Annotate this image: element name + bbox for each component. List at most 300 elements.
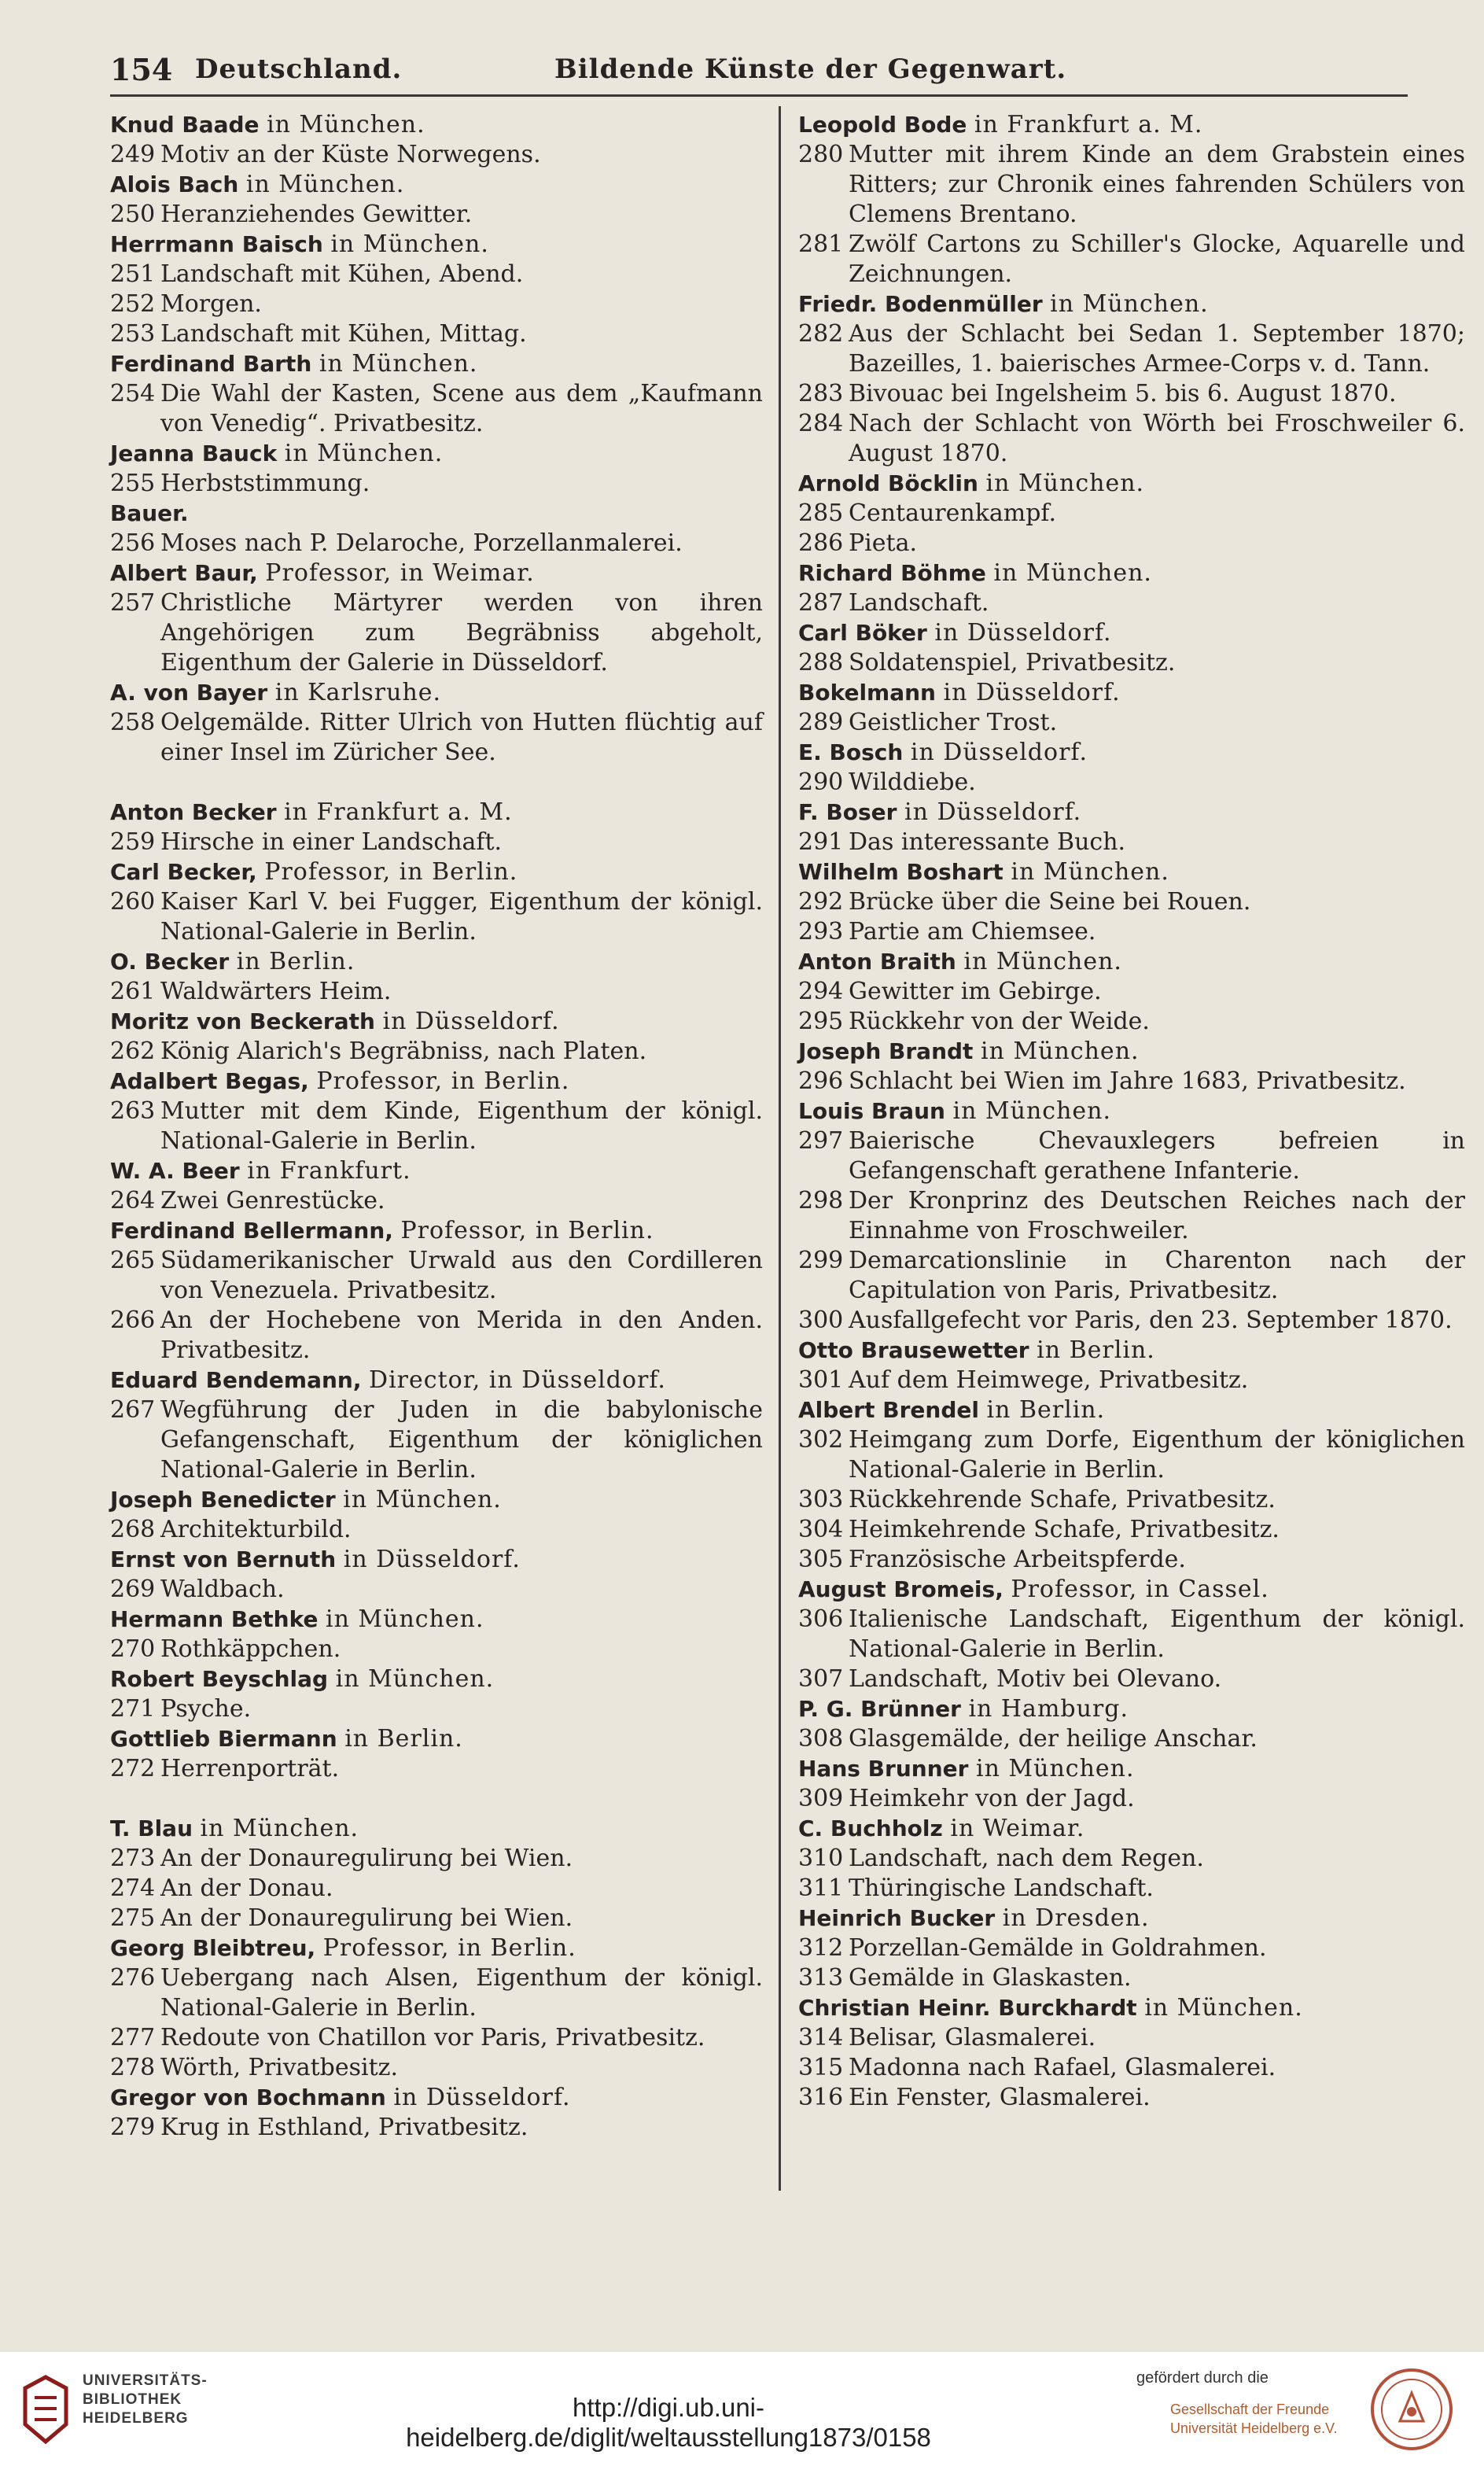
artwork-title: Christliche Märtyrer werden von ihren Angehörigen zum Begräbniss abgeholt, Eigenthum der Galerie in Düsseldorf. [160, 589, 763, 676]
artist-name: August Bromeis, [798, 1576, 1003, 1602]
artwork-title: Kaiser Karl V. bei Fugger, Eigenthum der königl. National-Galerie in Berlin. [160, 888, 763, 945]
artwork-title: Madonna nach Rafael, Glasmalerei. [849, 2054, 1276, 2081]
artist-entry [110, 499, 763, 558]
artwork-item [798, 1545, 1465, 1575]
artwork-number: 314 [798, 2024, 844, 2051]
artist-location: Professor, in Cassel. [1011, 1576, 1269, 1603]
artwork-item [798, 917, 1465, 947]
artist-location: in München. [267, 111, 425, 138]
library-logo-icon [14, 2369, 77, 2448]
artwork-number: 263 [110, 1097, 156, 1125]
artist-line [798, 618, 1465, 648]
artwork-item [798, 1515, 1465, 1545]
artist-line [110, 1007, 763, 1037]
library-name-line-2: BIBLIOTHEK [83, 2391, 182, 2408]
artwork-title: Gewitter im Gebirge. [849, 978, 1102, 1005]
artist-name: Carl Becker, [110, 859, 257, 885]
artist-location: in Frankfurt. [247, 1157, 411, 1185]
artwork-title: Die Wahl der Kasten, Scene aus dem „Kaufmann von Venedig“. Privatbesitz. [160, 380, 763, 437]
artwork-number: 296 [798, 1067, 844, 1095]
artwork-title: Bivouac bei Ingelsheim 5. bis 6. August 1870. [849, 380, 1397, 407]
artwork-title: Architekturbild. [160, 1516, 352, 1543]
artwork-number: 270 [110, 1635, 156, 1663]
artist-line [110, 110, 763, 140]
artist-entry [110, 947, 763, 1007]
artist-entry [110, 230, 763, 349]
artist-line [798, 1336, 1465, 1366]
artwork-item [798, 1485, 1465, 1515]
artist-location: in München. [200, 1815, 359, 1842]
artist-line [110, 857, 763, 887]
artist-name: Hermann Bethke [110, 1606, 319, 1632]
artwork-item [798, 1306, 1465, 1336]
artwork-title: Uebergang nach Alsen, Eigenthum der königl. National-Galerie in Berlin. [160, 1964, 763, 2022]
artwork-title: Französische Arbeitspferde. [849, 1546, 1186, 1573]
artwork-title: Heimkehrende Schafe, Privatbesitz. [849, 1516, 1280, 1543]
artist-location: in Hamburg. [968, 1695, 1129, 1723]
artwork-number: 285 [798, 499, 844, 527]
artwork-number: 273 [110, 1845, 156, 1872]
support-caption: gefördert durch die [1136, 2369, 1269, 2387]
artist-line [110, 230, 763, 260]
artwork-item [798, 1246, 1465, 1306]
artist-line [798, 947, 1465, 977]
artist-location: in München. [335, 1665, 495, 1693]
artwork-title: Mutter mit ihrem Kinde an dem Grabstein eines Ritters; zur Chronik eines fahrenden Schülers von Clemens Brentano. [849, 141, 1465, 228]
artist-line [798, 798, 1465, 828]
artist-line [110, 1216, 763, 1246]
artist-location: in München. [993, 559, 1152, 587]
artist-entry [798, 1097, 1465, 1336]
artwork-number: 258 [110, 709, 156, 736]
artist-location: in München. [325, 1605, 484, 1633]
artist-name: Herrmann Baisch [110, 231, 323, 257]
artist-line [798, 289, 1465, 319]
artwork-number: 277 [110, 2024, 156, 2051]
artist-entry [110, 1485, 763, 1545]
artist-name: Knud Baade [110, 112, 260, 138]
artist-entry [798, 678, 1465, 738]
artwork-title: Südamerikanischer Urwald aus den Cordilleren von Venezuela. Privatbesitz. [160, 1247, 763, 1304]
artist-name: Christian Heinr. Burckhardt [798, 1995, 1137, 2021]
artist-entry [110, 1814, 763, 1933]
artist-entry [110, 1724, 763, 1784]
artwork-number: 264 [110, 1187, 156, 1215]
artist-location: Director, in Düsseldorf. [369, 1366, 666, 1394]
artist-entry [798, 798, 1465, 857]
artist-entry [798, 1814, 1465, 1904]
artwork-title: Herrenporträt. [160, 1755, 340, 1782]
page-header [110, 49, 1408, 97]
artwork-number: 313 [798, 1964, 844, 1992]
artist-name: Jeanna Bauck [110, 440, 278, 466]
artist-location: in München. [963, 948, 1122, 975]
artwork-number: 298 [798, 1187, 844, 1215]
artwork-item [110, 1694, 763, 1724]
artist-entry [110, 857, 763, 947]
university-seal-icon [1368, 2366, 1455, 2453]
artist-name: C. Buchholz [798, 1815, 943, 1841]
artwork-number: 305 [798, 1546, 844, 1573]
artwork-number: 303 [798, 1486, 844, 1513]
artist-location: in Düsseldorf. [934, 619, 1112, 647]
section-gap [110, 1784, 763, 1814]
artwork-item [798, 2083, 1465, 2113]
artist-name: Louis Braun [798, 1098, 945, 1124]
artwork-title: Oelgemälde. Ritter Ulrich von Hutten flüchtig auf einer Insel im Züricher See. [160, 709, 763, 766]
artwork-title: Wilddiebe. [849, 769, 976, 796]
artist-line [798, 1993, 1465, 2023]
artwork-title: Herbststimmung. [160, 470, 370, 497]
artist-line [798, 1694, 1465, 1724]
artwork-title: Centaurenkampf. [849, 499, 1056, 527]
artwork-title: Krug in Esthland, Privatbesitz. [160, 2114, 528, 2141]
artist-name: Joseph Brandt [798, 1038, 974, 1064]
artist-line [110, 1545, 763, 1575]
artist-location: in München. [245, 171, 405, 198]
artwork-item [798, 1366, 1465, 1395]
artwork-number: 278 [110, 2054, 156, 2081]
artist-name: Ferdinand Bellermann, [110, 1218, 393, 1244]
artist-name: Wilhelm Boshart [798, 859, 1003, 885]
artwork-title: Schlacht bei Wien im Jahre 1683, Privatbesitz. [849, 1067, 1406, 1095]
artist-line [798, 1754, 1465, 1784]
artwork-item [110, 1874, 763, 1904]
artwork-item [110, 588, 763, 678]
artwork-number: 262 [110, 1038, 156, 1065]
artist-location: Professor, in Berlin. [322, 1934, 576, 1962]
artwork-number: 251 [110, 260, 156, 288]
artist-line [110, 558, 763, 588]
artist-location: in Düsseldorf. [393, 2084, 571, 2111]
artist-location: in München. [975, 1755, 1135, 1782]
artist-line [798, 738, 1465, 768]
artwork-number: 286 [798, 529, 844, 557]
artist-entry [798, 1694, 1465, 1754]
artwork-item [110, 379, 763, 439]
artwork-item [110, 1306, 763, 1366]
artwork-title: Rothkäppchen. [160, 1635, 341, 1663]
artwork-number: 309 [798, 1785, 844, 1812]
artist-line [110, 170, 763, 200]
artwork-title: Heimkehr von der Jagd. [849, 1785, 1135, 1812]
artwork-title: Landschaft mit Kühen, Abend. [160, 260, 524, 288]
artist-line [110, 1664, 763, 1694]
artist-location: Professor, in Weimar. [265, 559, 535, 587]
artwork-item [798, 708, 1465, 738]
society-name-line-2: Universität Heidelberg e.V. [1170, 2420, 1338, 2436]
artwork-number: 292 [798, 888, 844, 916]
artist-name: Anton Becker [110, 799, 277, 825]
artist-line [798, 1037, 1465, 1067]
artwork-item [798, 1126, 1465, 1186]
artwork-number: 284 [798, 410, 844, 437]
artwork-number: 311 [798, 1874, 844, 1902]
artist-name: Hans Brunner [798, 1756, 969, 1782]
artist-entry [110, 1605, 763, 1664]
artwork-item [110, 1844, 763, 1874]
artist-entry [110, 2083, 763, 2143]
artist-entry [798, 1336, 1465, 1395]
artist-entry [110, 1664, 763, 1724]
artwork-title: Das interessante Buch. [849, 828, 1126, 856]
artist-location: in Dresden. [1002, 1904, 1150, 1932]
artist-entry [798, 289, 1465, 469]
artwork-title: Geistlicher Trost. [849, 709, 1058, 736]
artist-line [110, 1724, 763, 1754]
artist-entry [110, 1067, 763, 1156]
artwork-title: Nach der Schlacht von Wörth bei Froschweiler 6. August 1870. [849, 410, 1465, 467]
artist-line [110, 947, 763, 977]
artwork-number: 291 [798, 828, 844, 856]
artwork-number: 310 [798, 1845, 844, 1872]
artwork-title: Waldwärters Heim. [160, 978, 392, 1005]
artist-name: Joseph Benedicter [110, 1487, 336, 1513]
artist-name: O. Becker [110, 949, 230, 975]
column-divider [779, 106, 781, 2191]
artwork-title: Hirsche in einer Landschaft. [160, 828, 503, 856]
artist-name: Ferdinand Barth [110, 351, 312, 377]
artwork-item [110, 289, 763, 319]
artwork-item [110, 1575, 763, 1605]
artist-location: in München. [985, 470, 1145, 497]
artwork-item [110, 319, 763, 349]
artist-entry [798, 1754, 1465, 1814]
artwork-title: Wörth, Privatbesitz. [160, 2054, 399, 2081]
artwork-item [798, 1963, 1465, 1993]
artist-name: Ernst von Bernuth [110, 1546, 337, 1572]
artist-entry [110, 798, 763, 857]
artwork-item [798, 499, 1465, 529]
artist-location: in Berlin. [236, 948, 355, 975]
artwork-item [798, 409, 1465, 469]
artwork-item [110, 1037, 763, 1067]
artwork-title: Landschaft, Motiv bei Olevano. [849, 1665, 1222, 1693]
artist-name: Albert Brendel [798, 1397, 979, 1423]
artwork-number: 254 [110, 380, 156, 407]
artwork-item [110, 260, 763, 289]
artist-entry [798, 1575, 1465, 1694]
artwork-item [798, 230, 1465, 289]
artwork-item [798, 1425, 1465, 1485]
artist-entry [110, 558, 763, 678]
artwork-title: Porzellan-Gemälde in Goldrahmen. [849, 1934, 1267, 1962]
artwork-item [110, 140, 763, 170]
artist-name: Bokelmann [798, 680, 936, 706]
artist-location: Professor, in Berlin. [264, 858, 518, 886]
artwork-item [798, 887, 1465, 917]
artwork-number: 268 [110, 1516, 156, 1543]
artist-name: Bauer. [110, 500, 189, 526]
artwork-item [798, 379, 1465, 409]
artist-location: in München. [343, 1486, 502, 1513]
artist-line [110, 1067, 763, 1097]
artist-entry [110, 1545, 763, 1605]
artwork-item [110, 200, 763, 230]
artwork-item [110, 708, 763, 768]
artist-name: Heinrich Bucker [798, 1905, 996, 1931]
artist-line [110, 499, 763, 529]
artwork-number: 293 [798, 918, 844, 945]
artist-line [798, 678, 1465, 708]
artist-entry [110, 170, 763, 230]
artwork-title: Soldatenspiel, Privatbesitz. [849, 649, 1176, 676]
artwork-item [110, 1186, 763, 1216]
artist-line [110, 1485, 763, 1515]
artwork-item [798, 1844, 1465, 1874]
artwork-number: 307 [798, 1665, 844, 1693]
artist-location: in München. [1144, 1994, 1303, 2022]
artwork-number: 255 [110, 470, 156, 497]
artwork-number: 260 [110, 888, 156, 916]
footer-bar [0, 2352, 1484, 2466]
artwork-item [110, 887, 763, 947]
artwork-title: Demarcationslinie in Charenton nach der Capitulation von Paris, Privatbesitz. [849, 1247, 1465, 1304]
artist-entry [798, 857, 1465, 947]
running-head-title: Bildende Künste der Gegenwart. [554, 53, 1067, 85]
artist-entry [110, 110, 763, 170]
artist-entry [110, 1007, 763, 1067]
artwork-number: 253 [110, 320, 156, 348]
artwork-title: Wegführung der Juden in die babylonische Gefangenschaft, Eigenthum der königlichen National-Galerie in Berlin. [160, 1396, 763, 1484]
artist-location: in München. [284, 440, 444, 467]
artwork-title: Glasgemälde, der heilige Anschar. [849, 1725, 1258, 1753]
artwork-title: Auf dem Heimwege, Privatbesitz. [849, 1366, 1249, 1394]
artwork-title: An der Donauregulirung bei Wien. [160, 1845, 573, 1872]
artist-location: in Düsseldorf. [382, 1008, 560, 1035]
artwork-number: 267 [110, 1396, 156, 1424]
artist-entry [110, 349, 763, 439]
permalink-url[interactable]: http://digi.ub.uni-heidelberg.de/diglit/weltausstellung1873/0158 [406, 2393, 931, 2452]
artwork-item [798, 1186, 1465, 1246]
artist-line [798, 857, 1465, 887]
artwork-title: An der Donau. [160, 1874, 333, 1902]
artist-name: Friedr. Bodenmüller [798, 291, 1043, 317]
artist-line [798, 1395, 1465, 1425]
artist-location: in Berlin. [344, 1725, 463, 1753]
artwork-title: Baierische Chevauxlegers befreien in Gefangenschaft gerathene Infanterie. [849, 1127, 1465, 1185]
artist-line [110, 1156, 763, 1186]
artwork-title: Der Kronprinz des Deutschen Reiches nach der Einnahme von Froschweiler. [849, 1187, 1465, 1244]
artwork-item [110, 469, 763, 499]
artist-name: F. Boser [798, 799, 897, 825]
artwork-title: Partie am Chiemsee. [849, 918, 1096, 945]
artist-entry [798, 618, 1465, 678]
artist-name: Otto Brausewetter [798, 1337, 1029, 1363]
artist-name: A. von Bayer [110, 680, 268, 706]
artwork-title: An der Donauregulirung bei Wien. [160, 1904, 573, 1932]
artwork-title: Moses nach P. Delaroche, Porzellanmalerei. [160, 529, 683, 557]
artwork-number: 250 [110, 201, 156, 228]
artist-entry [110, 1933, 763, 2083]
artist-entry [798, 558, 1465, 618]
artist-entry [110, 1366, 763, 1485]
artwork-number: 290 [798, 769, 844, 796]
page-number: 154 [110, 52, 173, 87]
artist-location: in München. [952, 1097, 1112, 1125]
artist-name: Eduard Bendemann, [110, 1367, 362, 1393]
artwork-item [110, 977, 763, 1007]
artwork-title: Rückkehrende Schafe, Privatbesitz. [849, 1486, 1276, 1513]
artist-name: Gottlieb Biermann [110, 1726, 337, 1752]
artist-name: Albert Baur, [110, 560, 258, 586]
artwork-item [798, 529, 1465, 558]
artwork-number: 276 [110, 1964, 156, 1992]
artwork-item [798, 2053, 1465, 2083]
artwork-item [798, 828, 1465, 857]
artist-location: in Düsseldorf. [943, 679, 1121, 706]
artwork-item [110, 828, 763, 857]
artwork-title: Belisar, Glasmalerei. [849, 2024, 1096, 2051]
artwork-number: 302 [798, 1426, 844, 1454]
artwork-number: 299 [798, 1247, 844, 1274]
artwork-number: 252 [110, 290, 156, 318]
artwork-item [798, 1784, 1465, 1814]
artwork-title: Waldbach. [160, 1576, 285, 1603]
artist-line [110, 2083, 763, 2113]
artist-name: Arnold Böcklin [798, 470, 978, 496]
right-column [798, 110, 1465, 2113]
artist-location: in Berlin. [1037, 1336, 1155, 1364]
artwork-item [798, 1067, 1465, 1097]
artwork-item [798, 768, 1465, 798]
society-name-line-1: Gesellschaft der Freunde [1170, 2401, 1330, 2417]
artwork-title: Landschaft, nach dem Regen. [849, 1845, 1204, 1872]
artwork-number: 304 [798, 1516, 844, 1543]
artist-line [110, 1933, 763, 1963]
artist-location: Professor, in Berlin. [400, 1217, 654, 1244]
artwork-number: 295 [798, 1008, 844, 1035]
artwork-title: Rückkehr von der Weide. [849, 1008, 1150, 1035]
artwork-item [798, 1605, 1465, 1664]
artwork-title: König Alarich's Begräbniss, nach Platen. [160, 1038, 647, 1065]
artwork-item [110, 529, 763, 558]
artist-location: in München. [1011, 858, 1169, 886]
artist-name: Carl Böker [798, 620, 927, 646]
left-column [110, 110, 763, 2143]
artist-line [110, 798, 763, 828]
artwork-number: 282 [798, 320, 844, 348]
artwork-item [798, 648, 1465, 678]
artwork-number: 271 [110, 1695, 156, 1723]
artist-entry [798, 738, 1465, 798]
artwork-item [798, 588, 1465, 618]
artist-location: in Düsseldorf. [904, 798, 1082, 826]
artist-location: in München. [981, 1038, 1140, 1065]
artist-entry [798, 1037, 1465, 1097]
artist-name: Leopold Bode [798, 112, 967, 138]
artist-entry [798, 947, 1465, 1037]
artwork-number: 269 [110, 1576, 156, 1603]
running-head-country: Deutschland. [195, 53, 403, 85]
artwork-number: 316 [798, 2084, 844, 2111]
artist-entry [798, 1395, 1465, 1575]
artist-line [798, 110, 1465, 140]
artist-name: W. A. Beer [110, 1158, 240, 1184]
artist-location: in Düsseldorf. [343, 1546, 521, 1573]
artwork-item [798, 1724, 1465, 1754]
artwork-item [798, 2023, 1465, 2053]
artwork-number: 274 [110, 1874, 156, 1902]
artwork-number: 265 [110, 1247, 156, 1274]
artwork-title: Zwei Genrestücke. [160, 1187, 385, 1215]
artwork-item [110, 2053, 763, 2083]
artist-entry [110, 1156, 763, 1216]
artist-name: Moritz von Beckerath [110, 1008, 375, 1034]
artwork-title: Heimgang zum Dorfe, Eigenthum der königlichen National-Galerie in Berlin. [849, 1426, 1465, 1484]
artwork-title: Landschaft mit Kühen, Mittag. [160, 320, 527, 348]
artwork-number: 280 [798, 141, 844, 168]
